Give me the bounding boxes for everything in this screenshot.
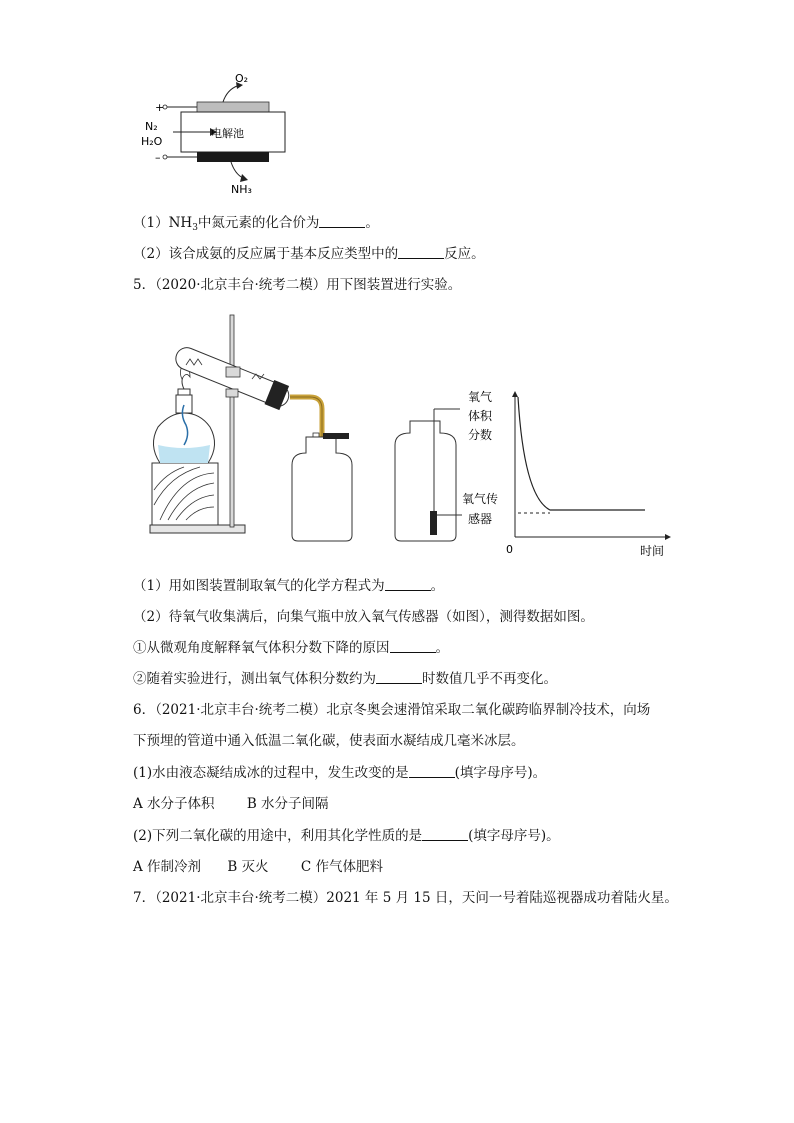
answer-blank[interactable] bbox=[319, 214, 365, 228]
q6-options-1 bbox=[133, 795, 329, 813]
answer-blank[interactable] bbox=[398, 245, 444, 259]
option-a[interactable]: A 作制冷剂 bbox=[133, 859, 202, 875]
q6-heading-2: 下预埋的管道中通入低温二氧化碳，使表面水凝结成几毫米冰层。 bbox=[133, 733, 525, 749]
q4-part2: （2）该合成氨的反应属于基本反应类型中的 反应。 bbox=[133, 246, 485, 262]
answer-blank[interactable] bbox=[390, 639, 436, 653]
q5-part4: ②随着实验进行，测出氧气体积分数约为 时数值几乎不再变化。 bbox=[133, 671, 557, 687]
option-a[interactable]: A 水分子体积 bbox=[133, 796, 215, 812]
graph-xlabel: 时间 bbox=[640, 544, 665, 558]
answer-blank[interactable] bbox=[422, 827, 468, 841]
q6-heading-1: 6．（2021·北京丰台·统考二模）北京冬奥会速滑馆采取二氧化碳跨临界制冷技术，向场 bbox=[133, 702, 651, 718]
sensor-label-2: 感器 bbox=[468, 512, 493, 526]
q6-part2: (2)下列二氧化碳的用途中，利用其化学性质的是 (填字母序号)。 bbox=[133, 828, 560, 844]
h2o-label: H₂O bbox=[141, 135, 163, 148]
graph-ylabel-1: 氧气 bbox=[468, 390, 493, 404]
sensor-label-1: 氧气传 bbox=[462, 492, 499, 506]
plus-label: + bbox=[155, 101, 165, 114]
answer-blank[interactable] bbox=[385, 577, 431, 591]
q5-part3: ①从微观角度解释氧气体积分数下降的原因 。 bbox=[133, 640, 449, 656]
n2-label: N₂ bbox=[145, 120, 158, 133]
lab-apparatus-diagram bbox=[140, 305, 680, 560]
q7-heading: 7．（2021·北京丰台·统考二模）2021 年 5 月 15 日，天问一号着陆巡视器成功着陆火星。 bbox=[133, 890, 678, 906]
cell-label: 电解池 bbox=[211, 127, 244, 140]
option-b[interactable]: B 水分子间隔 bbox=[246, 796, 329, 812]
q6-options-2 bbox=[133, 858, 383, 876]
q5-part2: （2）待氧气收集满后，向集气瓶中放入氧气传感器（如图），测得数据如图。 bbox=[133, 609, 594, 625]
minus-label: – bbox=[155, 151, 161, 164]
o2-label: O₂ bbox=[235, 72, 249, 85]
q6-part1: (1)水由液态凝结成冰的过程中，发生改变的是 (填字母序号)。 bbox=[133, 765, 547, 781]
graph-ylabel-3: 分数 bbox=[468, 428, 493, 442]
electrolysis-diagram bbox=[135, 70, 315, 200]
answer-blank[interactable] bbox=[376, 670, 422, 684]
answer-blank[interactable] bbox=[409, 764, 455, 778]
graph-ylabel-2: 体积 bbox=[468, 409, 493, 423]
q5-part1: （1）用如图装置制取氧气的化学方程式为 。 bbox=[133, 578, 445, 594]
option-b[interactable]: B 灭火 bbox=[227, 859, 269, 875]
q5-heading: 5．（2020·北京丰台·统考二模）用下图装置进行实验。 bbox=[133, 277, 462, 293]
option-c[interactable]: C 作气体肥料 bbox=[300, 859, 383, 875]
nh3-label: NH₃ bbox=[231, 183, 252, 196]
graph-origin: 0 bbox=[506, 543, 513, 556]
q4-part1: $(1)NH_3$中氮元素的化合价为 。 bbox=[133, 215, 379, 233]
